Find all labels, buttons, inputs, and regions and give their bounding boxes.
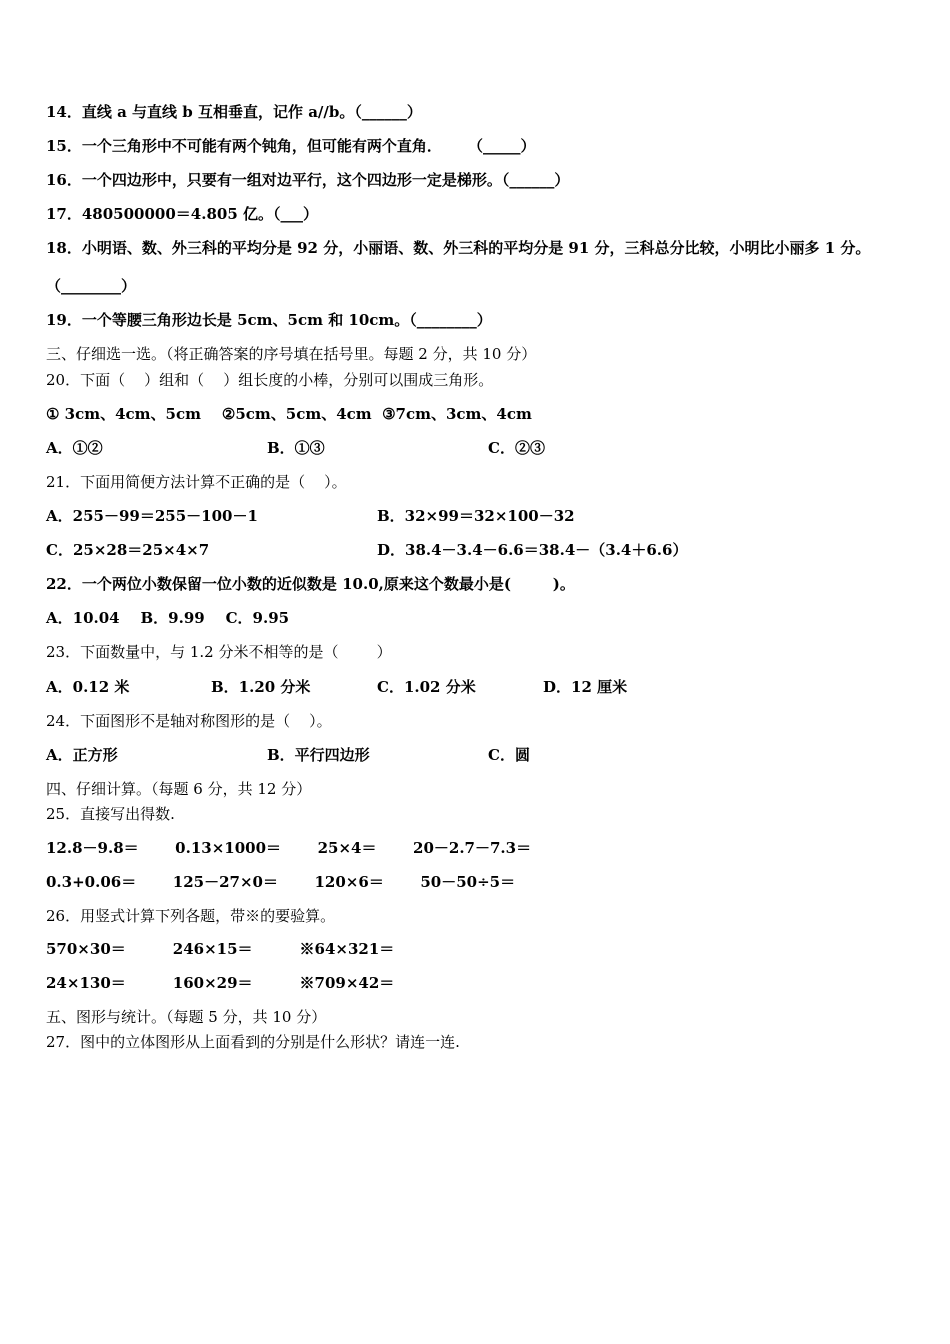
- question-23-option-c: C．1.02 分米: [377, 678, 476, 696]
- question-21-option-b: B．32×99＝32×100－32: [377, 507, 575, 525]
- question-27-stem: 27．图中的立体图形从上面看到的分别是什么形状？请连一连.: [46, 1033, 460, 1051]
- question-21-option-a: A．255－99＝255－100－1: [46, 507, 258, 525]
- question-23-option-a: A．0.12 米: [46, 678, 130, 696]
- question-14: 14．直线 a 与直线 b 互相垂直，记作 a//b。（______）: [46, 103, 422, 121]
- question-18: 18．小明语、数、外三科的平均分是 92 分，小丽语、数、外三科的平均分是 91 分，三科总分比较，小明比小丽多 1 分。: [46, 239, 871, 257]
- question-26-stem: 26．用竖式计算下列各题，带※的要验算。: [46, 907, 336, 925]
- question-20-stem: 20．下面（ ）组和（ ）组长度的小棒，分别可以围成三角形。: [46, 371, 494, 389]
- question-24-option-c: C．圆: [488, 746, 530, 764]
- question-26-row-1: 570×30＝ 246×15＝ ※64×321＝: [46, 940, 395, 958]
- question-23-option-d: D．12 厘米: [543, 678, 628, 696]
- question-26-row-2: 24×130＝ 160×29＝ ※709×42＝: [46, 974, 395, 992]
- question-25-row-1: 12.8－9.8＝ 0.13×1000＝ 25×4＝ 20－2.7－7.3＝: [46, 839, 532, 857]
- question-23-option-b: B．1.20 分米: [211, 678, 311, 696]
- question-24-option-a: A．正方形: [46, 746, 118, 764]
- question-15: 15．一个三角形中不可能有两个钝角，但可能有两个直角． （_____）: [46, 137, 536, 155]
- question-25-stem: 25．直接写出得数.: [46, 805, 175, 823]
- question-21-stem: 21．下面用简便方法计算不正确的是（ ）。: [46, 473, 347, 491]
- question-21-option-d: D．38.4－3.4－6.6＝38.4－（3.4＋6.6）: [377, 541, 688, 559]
- section-5-heading: 五、图形与统计。（每题 5 分，共 10 分）: [46, 1008, 327, 1026]
- question-20-sticks: ① 3cm、4cm、5cm ②5cm、5cm、4cm ③7cm、3cm、4cm: [46, 405, 532, 423]
- question-22-options: A．10.04 B．9.99 C．9.95: [46, 609, 290, 627]
- section-4-heading: 四、仔细计算。（每题 6 分，共 12 分）: [46, 780, 312, 798]
- question-17: 17．480500000＝4.805 亿。（___）: [46, 205, 319, 223]
- question-18-blank: （________）: [46, 277, 137, 295]
- question-20-option-b: B．①③: [267, 439, 325, 457]
- question-24-option-b: B．平行四边形: [267, 746, 370, 764]
- question-22-stem: 22．一个两位小数保留一位小数的近似数是 10.0,原来这个数最小是( )。: [46, 575, 575, 593]
- question-19: 19．一个等腰三角形边长是 5cm、5cm 和 10cm。（________）: [46, 311, 492, 329]
- question-23-stem: 23．下面数量中，与 1.2 分米不相等的是（ ）: [46, 643, 392, 661]
- question-20-option-c: C．②③: [488, 439, 545, 457]
- question-20-option-a: A．①②: [46, 439, 103, 457]
- section-3-heading: 三、仔细选一选。（将正确答案的序号填在括号里。每题 2 分，共 10 分）: [46, 345, 537, 363]
- question-24-stem: 24．下面图形不是轴对称图形的是（ ）。: [46, 712, 332, 730]
- question-21-option-c: C．25×28＝25×4×7: [46, 541, 210, 559]
- question-25-row-2: 0.3+0.06＝ 125－27×0＝ 120×6＝ 50－50÷5＝: [46, 873, 516, 891]
- question-16: 16．一个四边形中，只要有一组对边平行，这个四边形一定是梯形。（______）: [46, 171, 570, 189]
